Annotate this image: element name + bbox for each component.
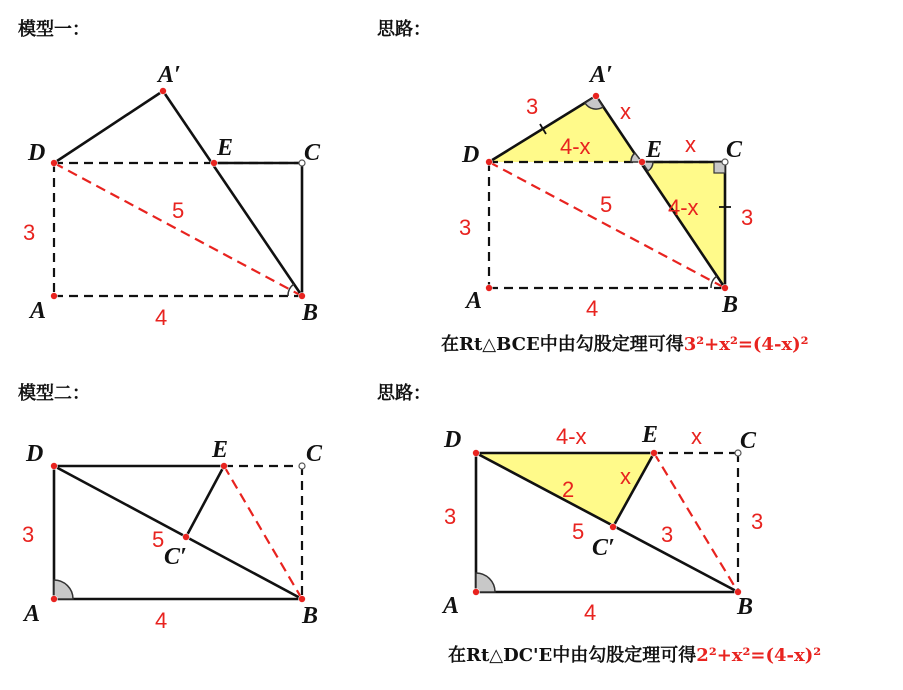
- label-B: B: [302, 300, 319, 326]
- point-E: [651, 450, 658, 457]
- length-label-5: 5: [172, 198, 185, 223]
- label-C: C: [740, 428, 757, 454]
- point-C-prime: [183, 534, 190, 541]
- label-C-prime: C′: [592, 535, 615, 561]
- point-E: [639, 159, 646, 166]
- point-A: [473, 589, 480, 596]
- label-A: A: [24, 601, 41, 627]
- point-A-prime: [593, 93, 600, 100]
- point-C-prime: [610, 524, 617, 531]
- label-E: E: [642, 422, 659, 448]
- label-B: B: [722, 292, 739, 318]
- angle-mark-A: [54, 580, 73, 599]
- length-label-3: 3: [23, 220, 36, 245]
- heading-model-1: 模型一：: [18, 19, 90, 40]
- caption-1: [441, 333, 809, 355]
- label-C-prime: C′: [164, 544, 187, 570]
- length-label-5: 5: [152, 527, 165, 552]
- label-D: D: [26, 441, 44, 467]
- label-C: C: [304, 140, 321, 166]
- point-B: [299, 596, 306, 603]
- label-D: D: [28, 140, 46, 166]
- angle-mark-B: [288, 284, 294, 296]
- label-E: E: [212, 437, 229, 463]
- label-A-prime: A′: [590, 62, 613, 88]
- label-E: E: [217, 135, 234, 161]
- length-label-x-EC-prime: x: [620, 464, 631, 489]
- length-label-x-EC: x: [685, 132, 696, 157]
- length-label-4-AB: 4: [584, 600, 597, 625]
- label-B: B: [737, 594, 754, 620]
- heading-model-2: 模型二：: [18, 383, 90, 404]
- length-label-3-CB: 3: [751, 509, 764, 534]
- point-A: [51, 293, 58, 300]
- label-A: A: [466, 288, 483, 314]
- label-D: D: [462, 142, 480, 168]
- segment-A-prime-B: [163, 91, 302, 296]
- diagonal-DB: [54, 466, 302, 599]
- label-A: A: [30, 298, 47, 324]
- length-label-3-DA: 3: [444, 504, 457, 529]
- label-A: A: [443, 593, 460, 619]
- length-label-3-DA: 3: [459, 215, 472, 240]
- point-B: [299, 293, 306, 300]
- caption-2: [448, 644, 821, 666]
- segment-DA-prime: [54, 91, 163, 163]
- caption-1-text: 在Rt△BCE中由勾股定理可得: [441, 334, 684, 355]
- idea-1-figure: [459, 62, 753, 321]
- label-C: C: [306, 441, 323, 467]
- model-1-figure: [23, 62, 321, 330]
- label-D: D: [444, 427, 462, 453]
- caption-1-formula: 3²+x²=(4-x)²: [683, 334, 809, 355]
- point-E: [221, 463, 228, 470]
- label-C: C: [726, 137, 743, 163]
- length-label-4-AB: 4: [586, 296, 599, 321]
- point-D: [473, 450, 480, 457]
- caption-2-formula: 2²+x²=(4-x)²: [696, 645, 822, 666]
- length-label-x-EC: x: [691, 424, 702, 449]
- length-label-4: 4: [155, 608, 168, 633]
- angle-mark-A: [476, 573, 495, 592]
- segment-EC-prime: [186, 466, 224, 537]
- point-D: [486, 159, 493, 166]
- point-B: [722, 285, 729, 292]
- length-label-3-C-prime-B: 3: [661, 522, 674, 547]
- length-label-5: 5: [600, 192, 613, 217]
- label-A-prime: A′: [158, 62, 181, 88]
- heading-idea-2: 思路：: [377, 383, 431, 404]
- length-label-4-minus-x-EB: 4-x: [668, 195, 699, 220]
- length-label-5: 5: [572, 519, 585, 544]
- length-label-3-CB: 3: [741, 205, 754, 230]
- point-D: [51, 463, 58, 470]
- length-label-4-minus-x-top: 4-x: [560, 134, 591, 159]
- label-E: E: [646, 137, 663, 163]
- model-2-figure: [22, 437, 323, 633]
- point-C: [299, 463, 305, 469]
- point-A: [486, 285, 493, 292]
- point-A-prime: [160, 88, 167, 95]
- label-B: B: [302, 603, 319, 629]
- diagonal-DB: [54, 163, 302, 296]
- idea-2-figure: [441, 422, 763, 625]
- caption-2-text: 在Rt△DC'E中由勾股定理可得: [448, 645, 697, 666]
- length-label-3-top: 3: [526, 94, 539, 119]
- point-A: [51, 596, 58, 603]
- length-label-x-top: x: [620, 99, 631, 124]
- angle-mark-B: [711, 276, 717, 288]
- length-label-4: 4: [155, 305, 168, 330]
- point-D: [51, 160, 58, 167]
- heading-idea-1: 思路：: [377, 19, 431, 40]
- length-label-4-minus-x: 4-x: [556, 424, 587, 449]
- length-label-3: 3: [22, 522, 35, 547]
- length-label-2: 2: [562, 477, 575, 502]
